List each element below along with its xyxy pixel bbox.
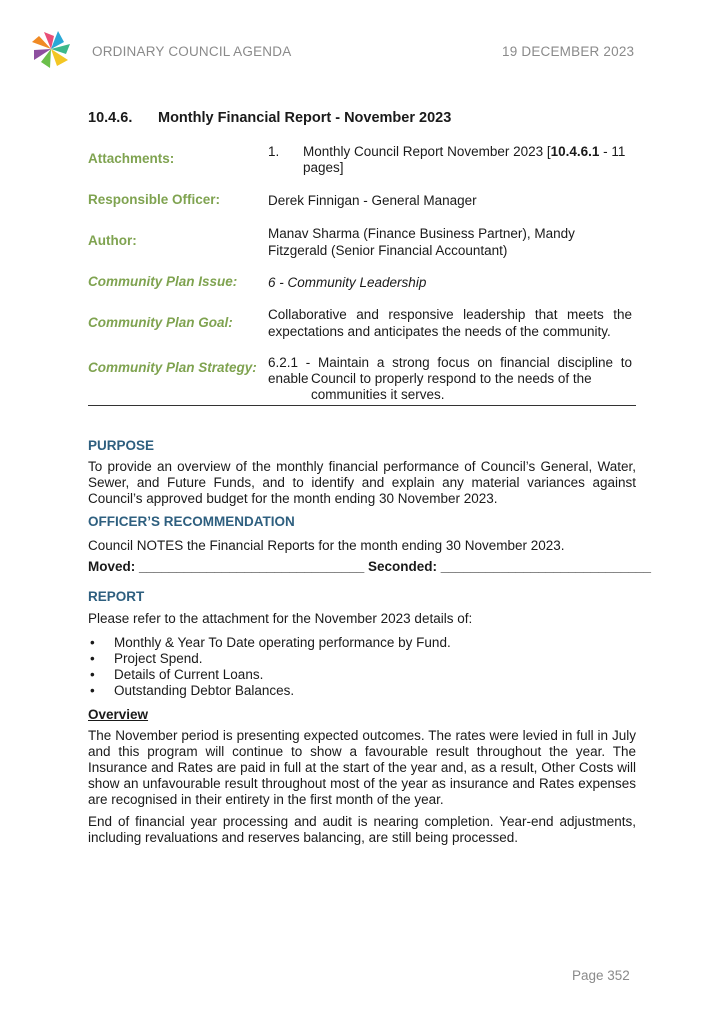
- list-item-text: Project Spend.: [114, 651, 203, 666]
- strategy-line-2: Council to properly respond to the needs of the: [311, 371, 592, 386]
- report-heading: REPORT: [88, 589, 145, 604]
- strategy-line-3: communities it serves.: [311, 387, 445, 402]
- page-number: Page 352: [572, 968, 630, 983]
- bullet-icon: •: [90, 667, 95, 682]
- list-item: [88, 683, 636, 699]
- list-item: [88, 667, 636, 683]
- item-title-text: Monthly Financial Report - November 2023: [158, 110, 452, 126]
- overview-paragraph-2: End of financial year processing and audit is nearing completion. Year-end adjustments, including revaluations and reserves balancing, are still being processed.: [88, 814, 636, 845]
- council-logo: [30, 28, 72, 70]
- issue-label: Community Plan Issue:: [88, 274, 238, 289]
- list-item: [88, 651, 636, 667]
- item-title: [88, 110, 451, 126]
- attachments-label: Attachments:: [88, 151, 175, 166]
- recommendation-heading: OFFICER’S RECOMMENDATION: [88, 514, 295, 529]
- list-item: [88, 635, 636, 651]
- report-intro: Please refer to the attachment for the November 2023 details of:: [88, 611, 473, 626]
- strategy-label: Community Plan Strategy:: [88, 360, 257, 375]
- purpose-heading: PURPOSE: [88, 438, 155, 453]
- author-value: Manav Sharma (Finance Business Partner), Mandy Fitzgerald (Senior Financial Accountant): [268, 226, 575, 258]
- recommendation-text: Council NOTES the Financial Reports for the month ending 30 November 2023.: [88, 538, 565, 553]
- moved-seconded-line: Moved: ______________________________ Seconded: ____________________________: [88, 559, 651, 574]
- overview-heading: Overview: [88, 707, 149, 722]
- list-item-text: Monthly & Year To Date operating performance by Fund.: [114, 635, 451, 650]
- strategy-line-1: 6.2.1 - Maintain a strong focus on financial discipline to enable: [268, 355, 632, 386]
- officer-value: Derek Finnigan - General Manager: [268, 193, 477, 208]
- attachment-text-a: Monthly Council Report November 2023 [: [303, 144, 551, 159]
- attachment-text-b: - 11 pages]: [303, 144, 626, 175]
- goal-value: Collaborative and responsive leadership that meets the expectations and anticipates the needs of the community.: [268, 307, 632, 339]
- goal-label: Community Plan Goal:: [88, 315, 233, 330]
- bullet-icon: •: [90, 635, 95, 650]
- officer-label: Responsible Officer:: [88, 192, 221, 207]
- attachment-number: 1.: [268, 144, 280, 159]
- list-item-text: Outstanding Debtor Balances.: [114, 683, 295, 698]
- bullet-icon: •: [90, 651, 95, 666]
- list-item-text: Details of Current Loans.: [114, 667, 264, 682]
- item-number: 10.4.6.: [88, 110, 133, 126]
- agenda-date: 19 DECEMBER 2023: [502, 44, 635, 59]
- overview-paragraph-1: The November period is presenting expected outcomes. The rates were levied in full in July and this program will continue to show a favourable result throughout the year. The Insurance and Rates are paid in full at the start of the year and, as a result, Other Costs will show an unfavourable result throughout most of the year as insurance and Rates expenses are recognised in their entirety in the first month of the year.: [88, 728, 636, 807]
- bullet-icon: •: [90, 683, 95, 698]
- attachment-link[interactable]: [303, 144, 633, 176]
- attachment-ref: 10.4.6.1: [550, 144, 600, 159]
- section-divider: [88, 405, 636, 406]
- issue-value: 6 - Community Leadership: [268, 275, 427, 290]
- author-label: Author:: [88, 233, 137, 248]
- purpose-text: To provide an overview of the monthly financial performance of Council’s General, Water, Sewer, and Future Funds, and to identify and explain any material variances against Council’s approved budget for the month ending 30 November 2023.: [88, 459, 636, 506]
- agenda-title: ORDINARY COUNCIL AGENDA: [92, 44, 292, 59]
